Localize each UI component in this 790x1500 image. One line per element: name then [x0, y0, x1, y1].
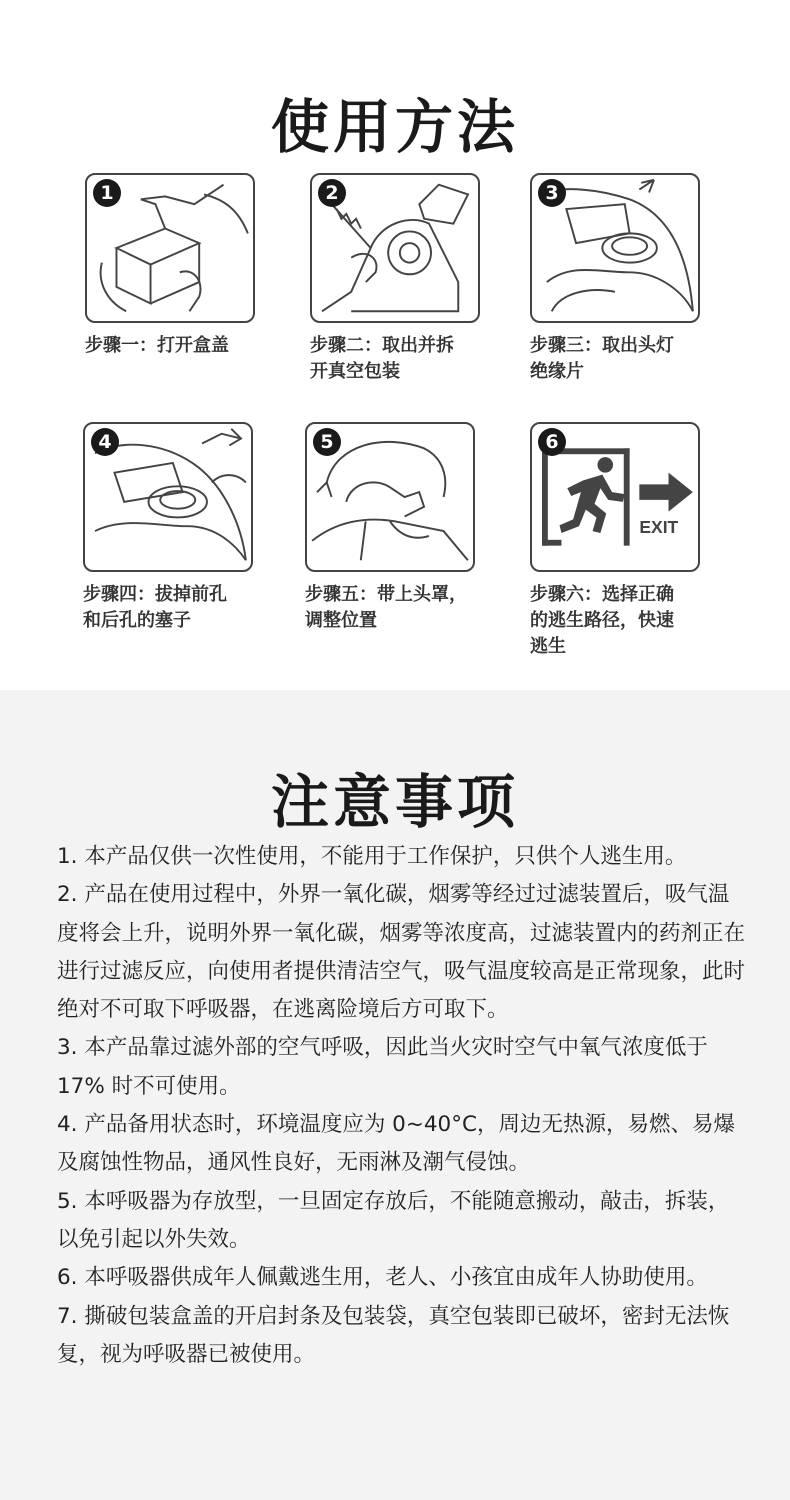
- note-item: 3. 本产品靠过滤外部的空气呼吸，因此当火灾时空气中氧气浓度低于 17% 时不可使用。: [57, 1035, 708, 1099]
- step-caption: [83, 582, 283, 634]
- notes-title: 注意事项: [270, 768, 519, 836]
- exit-label: EXIT: [639, 517, 679, 538]
- caption-line: 步骤二：取出并拆: [310, 335, 454, 356]
- caption-line: 的逃生路径，快速: [530, 610, 674, 631]
- caption-line: 调整位置: [305, 610, 377, 631]
- step-caption: [310, 333, 510, 385]
- caption-line: 步骤三：取出头灯: [530, 335, 674, 356]
- note-item: 6. 本呼吸器供成年人佩戴逃生用，老人、小孩宜由成年人协助使用。: [57, 1265, 708, 1291]
- caption-line: 步骤四：拔掉前孔: [83, 584, 227, 605]
- step-caption: [305, 582, 505, 634]
- step-number: 6: [538, 428, 566, 456]
- note-item: 4. 产品备用状态时，环境温度应为 0~40°C，周边无热源，易燃、易爆及腐蚀性物品，通风性良好，无雨淋及潮气侵蚀。: [57, 1112, 735, 1176]
- caption-line: 步骤六：选择正确: [530, 584, 674, 605]
- caption-line: 步骤五：带上头罩，: [305, 584, 467, 605]
- step-number: 4: [91, 428, 119, 456]
- notes-list: [57, 838, 747, 1374]
- step-caption: [530, 333, 730, 385]
- step-number: 3: [538, 179, 566, 207]
- caption-line: 和后孔的塞子: [83, 610, 191, 631]
- step-number: 5: [313, 428, 341, 456]
- step-number: 2: [318, 179, 346, 207]
- note-item: 1. 本产品仅供一次性使用，不能用于工作保护，只供个人逃生用。: [57, 844, 687, 869]
- step-caption: [530, 582, 730, 660]
- note-item: 7. 撕破包装盒盖的开启封条及包装袋，真空包装即已破坏，密封无法恢复，视为呼吸器已被使用。: [57, 1303, 730, 1367]
- step-caption: [85, 333, 285, 359]
- note-item: 5. 本呼吸器为存放型，一旦固定存放后，不能随意搬动，敲击，拆装，以免引起以外失效。: [57, 1188, 730, 1252]
- step-number: 1: [93, 179, 121, 207]
- note-item: 2. 产品在使用过程中，外界一氧化碳，烟雾等经过过滤装置后，吸气温度将会上升，说明外界一氧化碳，烟雾等浓度高，过滤装置内的药剂正在进行过滤反应，向使用者提供清洁空气，吸气温度较高是正常现象，此时绝对不可取下呼吸器，在逃离险境后方可取下。: [57, 882, 746, 1023]
- caption-line: 逃生: [530, 636, 566, 657]
- caption-line: 步骤一：打开盒盖: [85, 335, 229, 356]
- caption-line: 开真空包装: [310, 361, 400, 382]
- caption-line: 绝缘片: [530, 361, 584, 382]
- usage-title: 使用方法: [270, 93, 519, 161]
